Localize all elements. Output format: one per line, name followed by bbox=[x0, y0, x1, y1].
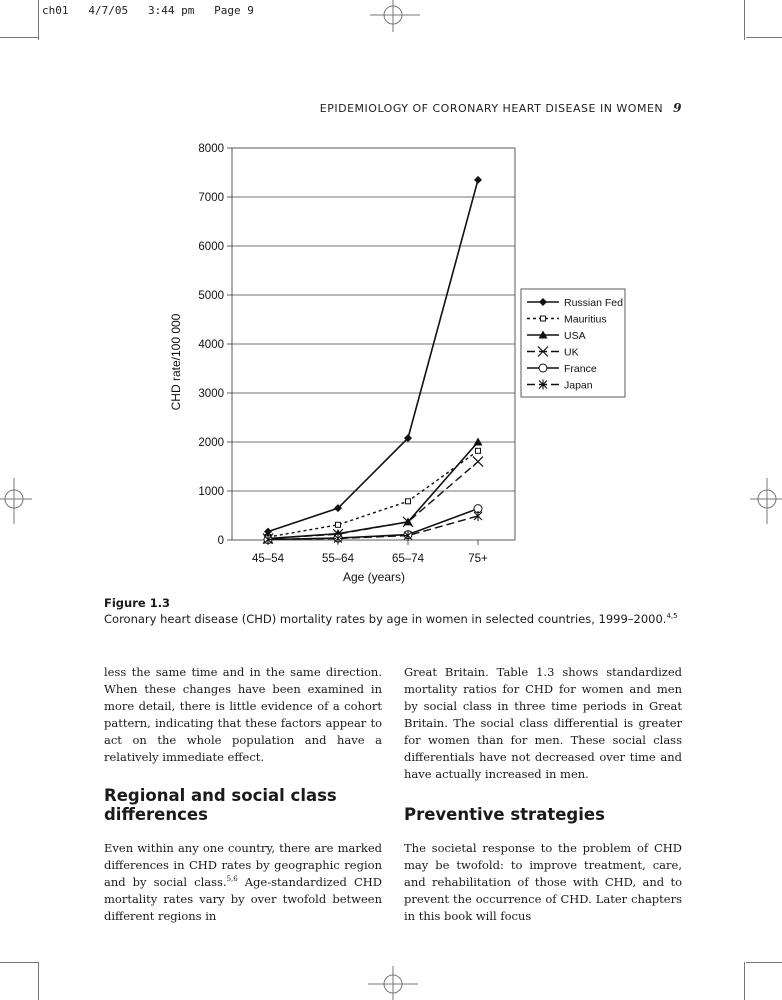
running-head-title: EPIDEMIOLOGY OF CORONARY HEART DISEASE IN WOMEN bbox=[319, 102, 664, 115]
legend-label: UK bbox=[564, 346, 579, 359]
legend-marker bbox=[541, 316, 546, 321]
paragraph-text: Great Britain. Table 1.3 shows standardized mortality ratios for CHD for women and men by social class in three time periods in Great Britain. The social class differential is greater for women than for men. These social class differentials have not decreased over time and have actually increased in men. bbox=[404, 665, 682, 781]
chd-rate-line-chart bbox=[150, 130, 630, 595]
y-tick-label: 2000 bbox=[198, 437, 224, 449]
registration-mark-bottom bbox=[368, 966, 418, 1000]
x-tick-label: 45–54 bbox=[252, 553, 284, 565]
crop-mark-bottom-right-v bbox=[744, 962, 745, 1000]
data-point bbox=[476, 448, 481, 453]
legend-label: Russian Fed bbox=[564, 297, 623, 309]
section-heading-regional: Regional and social class differences bbox=[104, 786, 337, 824]
registration-mark-right bbox=[750, 478, 782, 524]
y-axis-label: CHD rate/100 000 bbox=[169, 313, 183, 411]
data-point bbox=[473, 457, 483, 467]
chart-grid bbox=[232, 197, 515, 491]
legend-label: USA bbox=[564, 330, 586, 342]
left-column-para-2 bbox=[104, 840, 382, 925]
crop-mark-bottom-left-h bbox=[0, 962, 38, 963]
running-head bbox=[300, 101, 682, 115]
y-tick-label: 1000 bbox=[198, 486, 224, 498]
right-column-para-2 bbox=[404, 840, 682, 925]
y-tick-label: 0 bbox=[217, 535, 224, 547]
right-column-para-1 bbox=[404, 664, 682, 783]
printer-slug: ch01 4/7/05 3:44 pm Page 9 bbox=[42, 4, 254, 17]
crop-mark-bottom-right-h bbox=[746, 962, 782, 963]
x-axis-ticks bbox=[252, 540, 488, 565]
legend-label: Mauritius bbox=[564, 313, 607, 326]
figure-caption-refs: 4,5 bbox=[666, 612, 678, 621]
paragraph-text-cont: Age-standardized CHD mortality rates vary by over twofold between different regions in bbox=[104, 875, 382, 923]
paragraph-text: The societal response to the problem of CHD may be twofold: to improve treatment, care, and rehabilitation of those with CHD, and to prevent the occurrence of CHD. Later chapters in this book will focus bbox=[404, 841, 682, 923]
paragraph-text: less the same time and in the same direction. When these changes have been examined in more detail, there is little evidence of a cohort pattern, indicating that these factors appear to act on the whole population and have a relatively immediate effect. bbox=[104, 665, 382, 764]
y-tick-label: 5000 bbox=[198, 290, 224, 302]
chart-series bbox=[263, 176, 483, 545]
crop-mark-bottom-left-v bbox=[38, 962, 39, 1000]
series-usa bbox=[264, 438, 483, 543]
y-tick-label: 7000 bbox=[198, 192, 224, 204]
registration-mark-top bbox=[370, 0, 420, 32]
page-number: 9 bbox=[673, 101, 682, 115]
y-tick-label: 6000 bbox=[198, 241, 224, 253]
crop-mark-top-right-h bbox=[746, 37, 782, 38]
x-axis-label: Age (years) bbox=[342, 570, 406, 584]
left-column-para-1 bbox=[104, 664, 382, 766]
data-point bbox=[406, 499, 411, 504]
data-point bbox=[474, 176, 482, 184]
data-point bbox=[474, 438, 483, 446]
paragraph-text: Even within any one country, there are marked differences in CHD rates by geographic region and by social class. bbox=[104, 841, 382, 889]
crop-mark-top-right-v bbox=[744, 0, 745, 40]
registration-mark-left bbox=[0, 478, 32, 524]
y-tick-label: 8000 bbox=[198, 143, 224, 155]
figure-caption-text: Coronary heart disease (CHD) mortality rates by age in women in selected countries, 1999–2000. bbox=[104, 612, 667, 626]
x-tick-label: 65–74 bbox=[392, 553, 424, 565]
figure-caption bbox=[104, 595, 684, 627]
y-axis-ticks bbox=[198, 143, 232, 547]
crop-mark-top-left-v bbox=[38, 0, 39, 40]
crop-mark-top-left-h bbox=[0, 37, 38, 38]
series-line bbox=[268, 442, 478, 539]
legend-label: Japan bbox=[564, 379, 593, 392]
legend-label: France bbox=[564, 363, 597, 375]
legend-marker bbox=[539, 364, 547, 372]
series-russian-fed bbox=[264, 176, 482, 536]
chart-legend bbox=[521, 289, 625, 397]
data-point bbox=[336, 522, 341, 527]
y-tick-label: 3000 bbox=[198, 388, 224, 400]
y-tick-label: 4000 bbox=[198, 339, 224, 351]
series-uk bbox=[263, 457, 483, 544]
series-line bbox=[268, 509, 478, 540]
figure-label: Figure 1.3 bbox=[104, 596, 171, 610]
x-tick-label: 55–64 bbox=[322, 553, 354, 565]
series-mauritius bbox=[266, 448, 481, 539]
x-tick-label: 75+ bbox=[468, 553, 488, 565]
section-heading-preventive: Preventive strategies bbox=[404, 805, 605, 824]
paragraph-refs: 5,6 bbox=[226, 875, 238, 884]
data-point bbox=[474, 511, 482, 521]
